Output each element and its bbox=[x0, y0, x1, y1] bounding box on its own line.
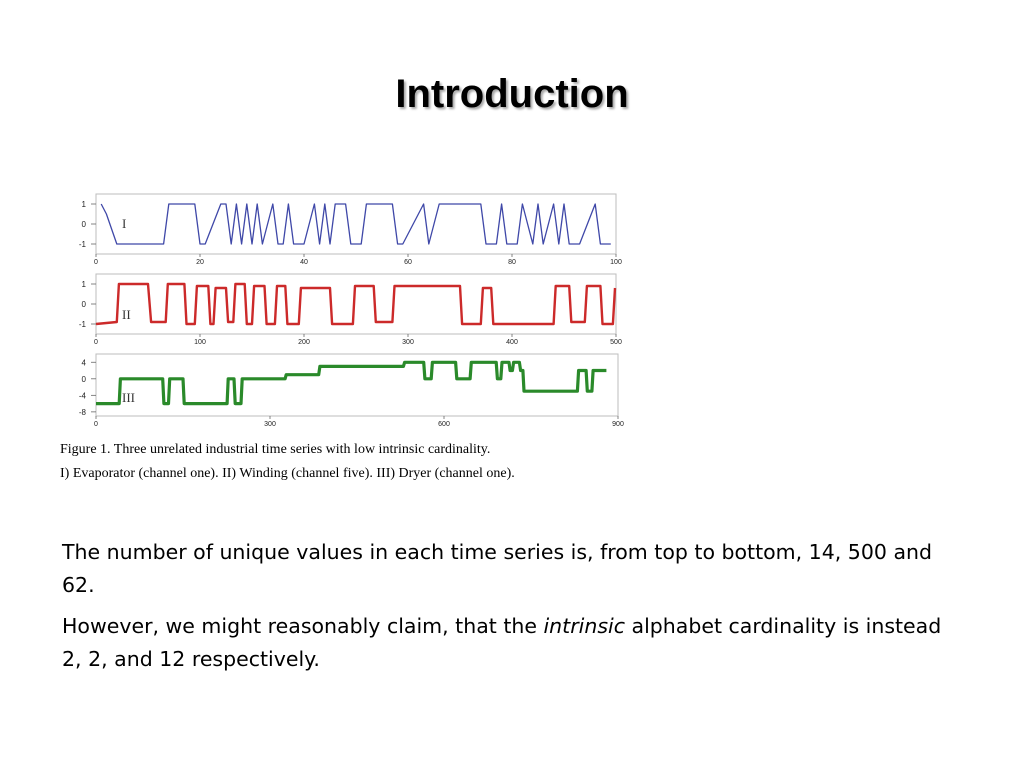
panel-2-ytick-label: 0 bbox=[81, 300, 86, 309]
paragraph-text-after: alphabet cardinality is instead 2, 2, and 12 respectively. bbox=[62, 614, 942, 671]
panel-2 bbox=[79, 274, 622, 346]
panel-1 bbox=[79, 194, 622, 266]
panel-2-xtick-label: 300 bbox=[402, 339, 414, 346]
panel-3-ytick-label: 4 bbox=[81, 358, 86, 368]
panel-2-label: II bbox=[122, 307, 131, 322]
panel-1-xtick-label: 20 bbox=[196, 259, 204, 266]
panel-1-ytick-label: 0 bbox=[81, 220, 86, 229]
paragraph-intrinsic-cardinality bbox=[62, 610, 962, 676]
paragraph-emphasis: intrinsic bbox=[543, 614, 625, 638]
panel-3-xtick-label: 300 bbox=[264, 421, 276, 428]
figure-caption-line2: I) Evaporator (channel one). II) Winding (channel five). III) Dryer (channel one). bbox=[60, 466, 515, 481]
panel-2-xtick-label: 100 bbox=[194, 339, 206, 346]
panel-2-xtick-label: 400 bbox=[506, 339, 518, 346]
panel-3-ytick-label: 0 bbox=[81, 374, 86, 384]
panel-3-xtick-label: 900 bbox=[612, 421, 624, 428]
figure-svg bbox=[60, 192, 640, 437]
figure-time-series bbox=[60, 192, 640, 437]
slide-title: Introduction bbox=[395, 72, 629, 116]
panel-1-ytick-label: 1 bbox=[81, 200, 86, 209]
panel-2-xtick-label: 0 bbox=[94, 339, 98, 346]
panel-1-frame bbox=[96, 194, 616, 254]
paragraph-text-before: However, we might reasonably claim, that the bbox=[62, 614, 544, 638]
panel-3-xtick-label: 600 bbox=[438, 421, 450, 428]
panel-2-xtick-label: 200 bbox=[298, 339, 310, 346]
panel-2-ytick-label: -1 bbox=[78, 320, 86, 329]
panel-2-xtick-label: 500 bbox=[610, 339, 622, 346]
panel-1-ytick-label: -1 bbox=[78, 240, 86, 249]
panel-1-xtick-label: 100 bbox=[610, 259, 622, 266]
panel-2-ytick-label: 1 bbox=[81, 280, 86, 289]
panel-1-label: I bbox=[122, 216, 127, 231]
panel-1-xtick-label: 80 bbox=[508, 259, 516, 266]
paragraph-unique-values: The number of unique values in each time series is, from top to bottom, 14, 500 and 62. bbox=[62, 540, 933, 597]
panel-1-xtick-label: 60 bbox=[404, 259, 412, 266]
figure-caption-line1: Figure 1. Three unrelated industrial time series with low intrinsic cardinality. bbox=[60, 442, 491, 457]
panel-1-xtick-label: 0 bbox=[94, 259, 98, 266]
panel-3-ytick-label: -4 bbox=[78, 391, 86, 401]
panel-3-ytick-label: -8 bbox=[78, 407, 86, 417]
panel-1-xtick-label: 40 bbox=[300, 259, 308, 266]
panel-3 bbox=[79, 354, 624, 428]
panel-3-frame bbox=[96, 354, 618, 416]
panel-3-xtick-label: 0 bbox=[94, 421, 98, 428]
panel-3-label: III bbox=[122, 390, 135, 405]
